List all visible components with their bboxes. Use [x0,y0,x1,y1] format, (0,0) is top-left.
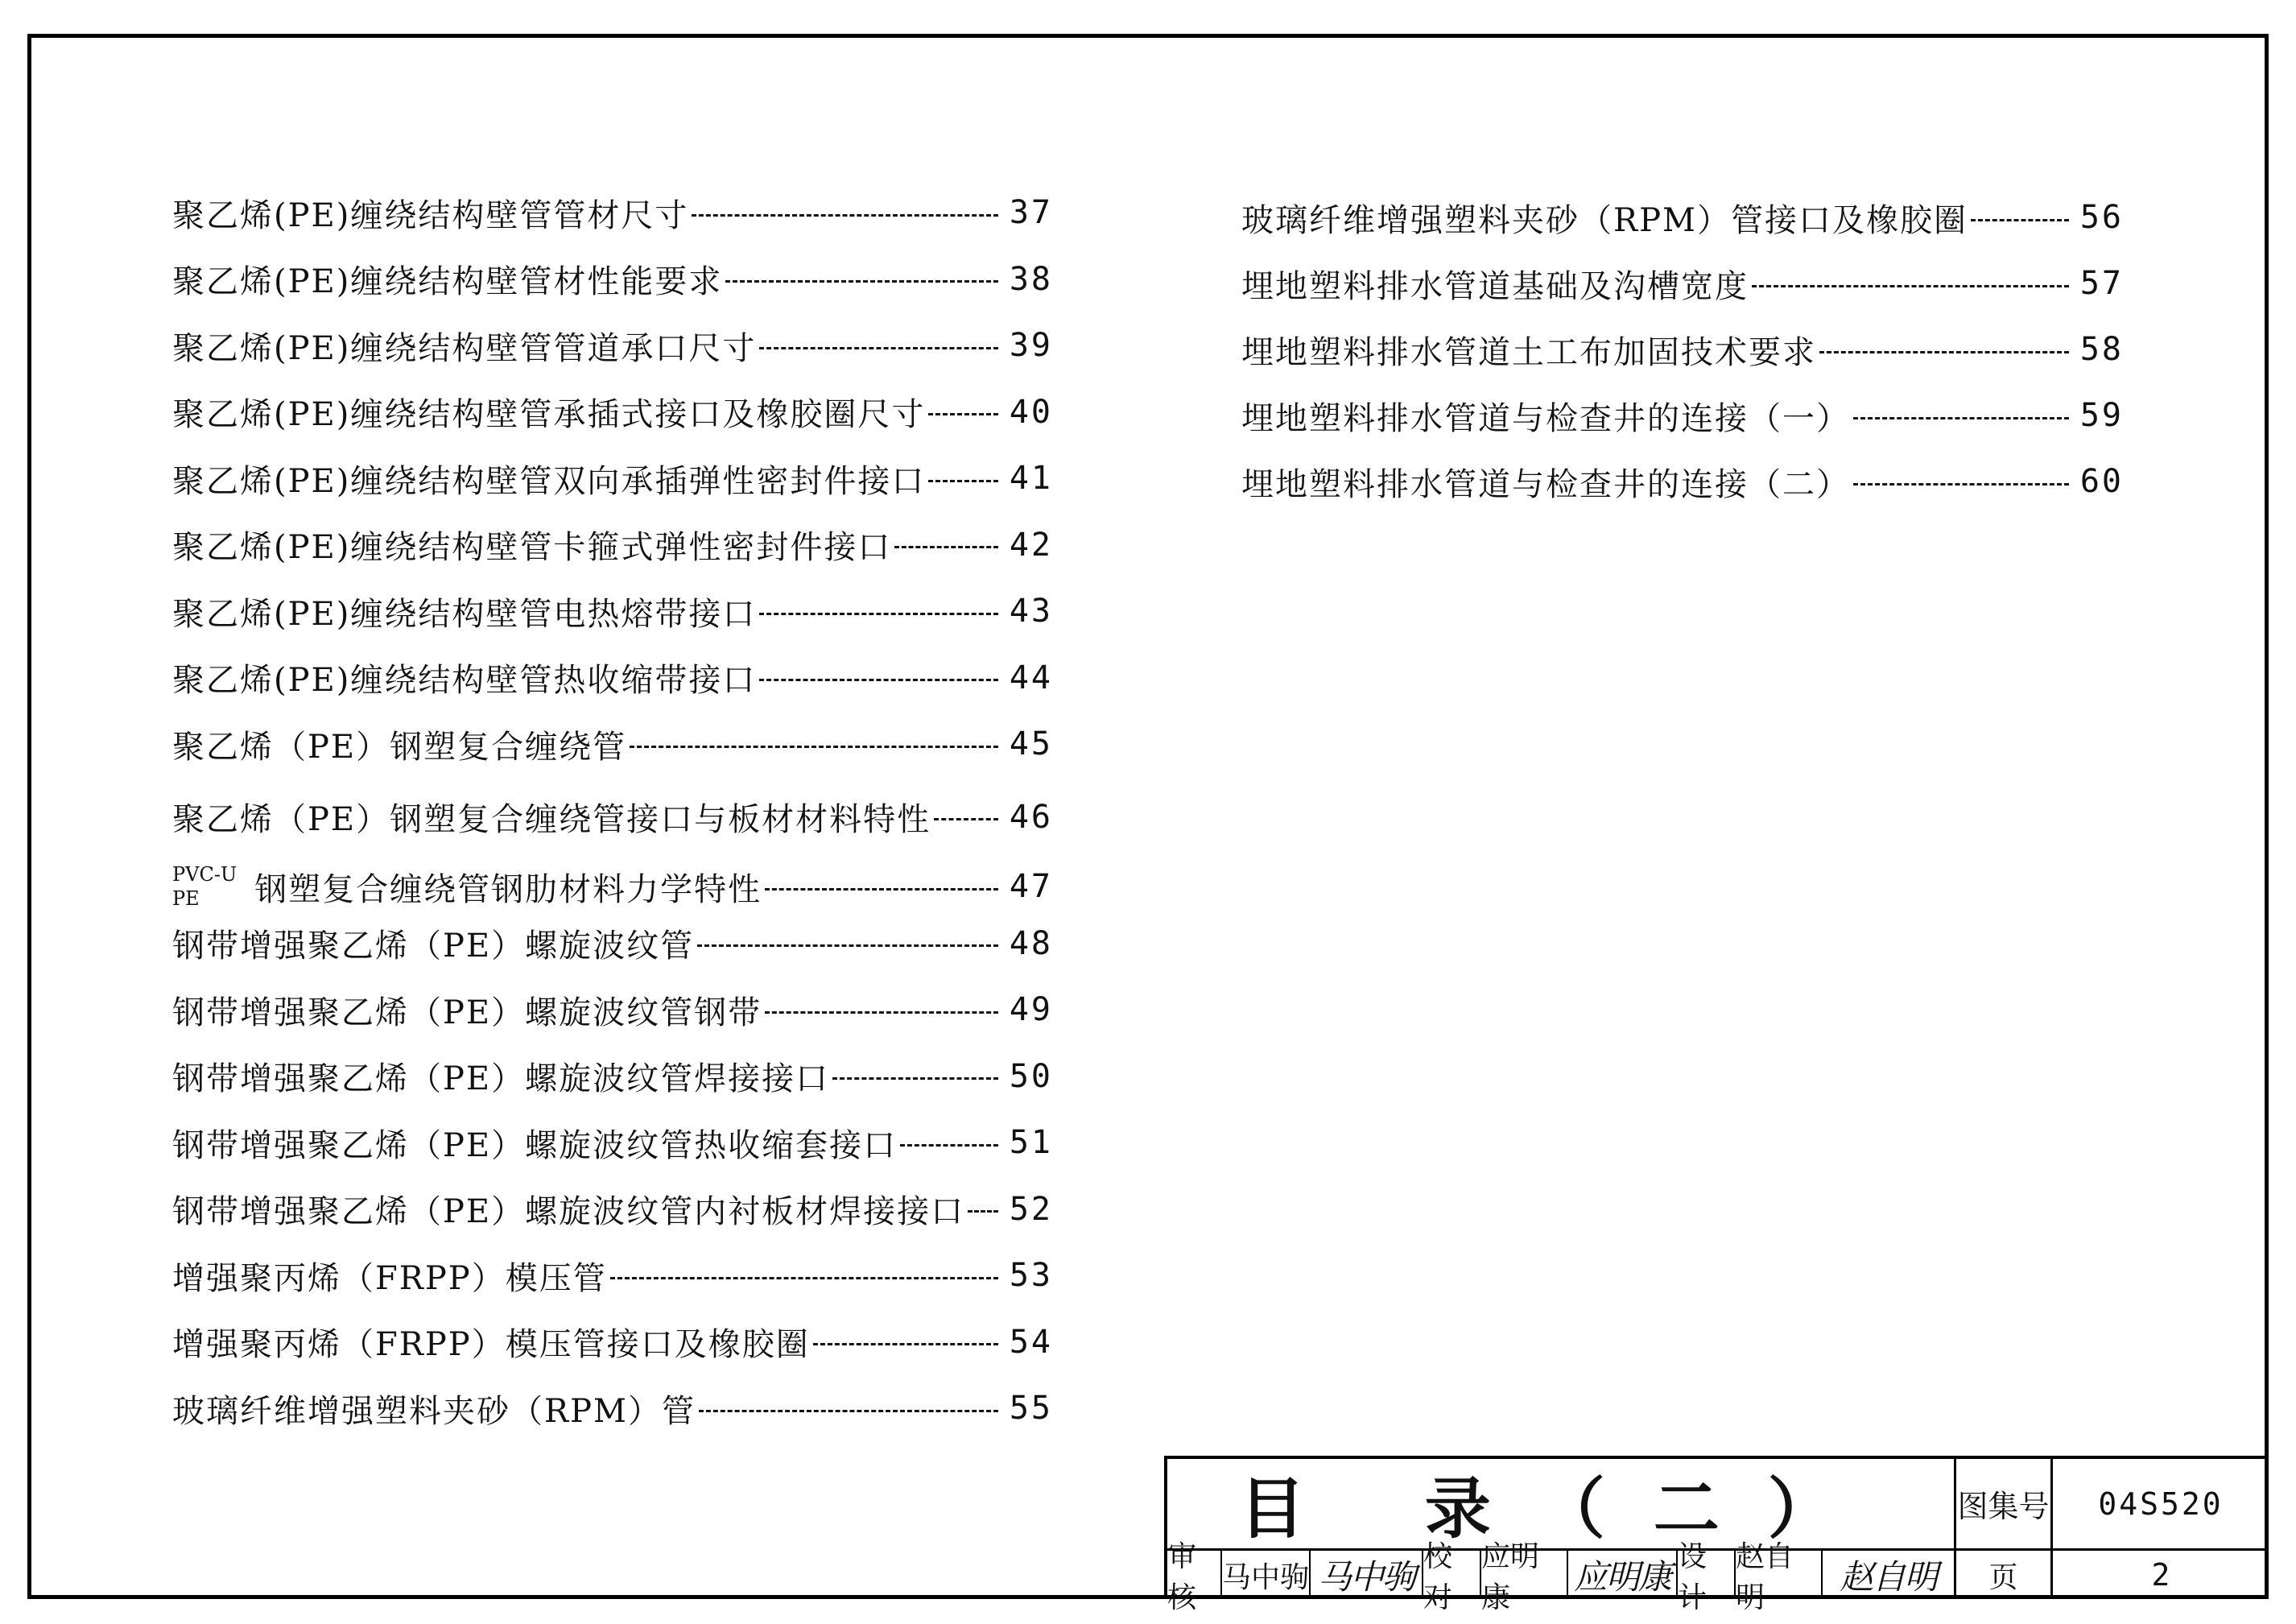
atlas-number-label: 图集号 [1956,1459,2053,1551]
toc-entry-page: 59 [2079,397,2124,434]
toc-entry [172,1118,1053,1167]
document-title: 目 录（二） [1167,1459,1956,1551]
page-number: 2 [2151,1557,2170,1593]
toc-entry-page: 55 [1009,1390,1053,1427]
toc-entry [172,1251,1053,1300]
toc-entry-page: 56 [2079,199,2124,236]
toc-entry-label: 聚乙烯（PE）钢塑复合缠绕管 [172,728,627,766]
toc-entry-page: 60 [2079,463,2124,500]
toc-entry-page: 54 [1009,1323,1053,1361]
toc-entry-leader [759,613,998,615]
toc-entry [172,1384,1053,1432]
toc-entry [172,1052,1053,1101]
toc-entry-leader [894,546,998,548]
toc-entry [172,255,1053,304]
toc-entry-label: 钢带增强聚乙烯（PE）螺旋波纹管焊接接口 [172,1060,830,1097]
toc-entry-label: 钢带增强聚乙烯（PE）螺旋波纹管钢带 [172,994,762,1031]
toc-entry-page: 53 [1009,1257,1053,1294]
toc-entry [1241,259,2124,308]
toc-entry-page: 40 [1009,393,1053,431]
toc-entry-label: 埋地塑料排水管道与检查井的连接（二） [1241,465,1850,503]
toc-entry [1241,325,2124,374]
toc-entry-leader [928,413,998,415]
toc-entry-prefix [172,862,237,911]
toc-entry-label: 玻璃纤维增强塑料夹砂（RPM）管接口及橡胶圈 [1241,201,1968,239]
toc-entry-label: 钢塑复合缠绕管钢肋材料力学特性 [254,870,762,908]
toc-entry-leader [610,1277,998,1279]
toc-entry-label: 聚乙烯(PE)缠绕结构壁管材性能要求 [172,263,723,300]
toc-entry-page: 37 [1009,194,1053,231]
toc-entry [172,587,1053,635]
toc-entry-page: 51 [1009,1124,1053,1161]
toc-entry [172,1318,1053,1366]
toc-entry-label: 聚乙烯(PE)缠绕结构壁管管道承口尺寸 [172,329,757,367]
toc-entry-label: 聚乙烯（PE）钢塑复合缠绕管接口与板材材料特性 [172,801,931,838]
toc-entry-page: 42 [1009,526,1053,564]
toc-entry-page: 43 [1009,593,1053,630]
toc-entry-leader [934,818,998,820]
toc-entry [172,454,1053,502]
toc-entry [172,986,1053,1034]
toc-entry-page: 57 [2079,265,2124,302]
toc-entry-page: 38 [1009,260,1053,298]
toc-entry-page: 47 [1009,868,1053,905]
toc-entry [172,793,1053,841]
toc-entry-page: 50 [1009,1057,1053,1095]
toc-entry-page: 48 [1009,924,1053,962]
toc-entry-label: 聚乙烯(PE)缠绕结构壁管热收缩带接口 [172,662,757,699]
designer-name: 赵自明 [1736,1551,1823,1599]
toc-entry-page: 41 [1009,460,1053,497]
toc-entry-label: 埋地塑料排水管道基础及沟槽宽度 [1241,267,1749,305]
toc-entry-leader [1752,285,2069,287]
toc-entry-page: 44 [1009,659,1053,696]
toc-entry-label: 钢带增强聚乙烯（PE）螺旋波纹管热收缩套接口 [172,1126,898,1164]
toc-entry [1241,193,2124,242]
toc-entry [172,521,1053,569]
reviewer-name: 马中驹 [1222,1551,1311,1599]
toc-entry-leader [813,1343,998,1345]
toc-entry-page: 49 [1009,991,1053,1028]
review-label: 审核 [1167,1551,1222,1599]
toc-entry-leader [968,1210,998,1213]
toc-entry-leader [697,944,998,947]
toc-entry-label: 聚乙烯(PE)缠绕结构壁管承插式接口及橡胶圈尺寸 [172,396,926,433]
toc-entry-leader [928,480,998,482]
toc-entry [172,654,1053,702]
toc-entry-label: 聚乙烯(PE)缠绕结构壁管管材尺寸 [172,196,689,234]
atlas-number: 04S520 [2053,1459,2269,1551]
designer-signature: 赵自明 [1823,1551,1956,1599]
toc-entry-page: 45 [1009,725,1053,762]
toc-entry-leader [630,746,998,748]
toc-entry [172,919,1053,968]
toc-entry-leader [900,1144,998,1147]
toc-entry-label: 聚乙烯(PE)缠绕结构壁管电热熔带接口 [172,595,757,633]
toc-entry-leader [765,1011,998,1014]
toc-entry-label: 聚乙烯(PE)缠绕结构壁管双向承插弹性密封件接口 [172,462,926,500]
toc-entry-leader [1971,219,2069,221]
toc-entry [1241,457,2124,506]
toc-entry-label: 聚乙烯(PE)缠绕结构壁管卡箍式弹性密封件接口 [172,529,892,566]
toc-entry-leader [1853,417,2069,419]
toc-entry-label: 增强聚丙烯（FRPP）模压管 [172,1259,607,1297]
toc-entry [172,862,1053,911]
page-label: 页 [1956,1551,2053,1599]
design-label: 设计 [1678,1551,1736,1599]
toc-entry-leader [832,1077,998,1080]
toc-entry-label: 埋地塑料排水管道土工布加固技术要求 [1241,333,1816,371]
toc-entry-label: 增强聚丙烯（FRPP）模压管接口及橡胶圈 [172,1326,810,1363]
toc-entry-page: 52 [1009,1190,1053,1228]
toc-entry-prefix-line: PE [172,887,200,910]
checker-name: 应明康 [1481,1551,1568,1599]
toc-entry-leader [699,1410,998,1412]
reviewer-signature: 马中驹 [1311,1551,1423,1599]
toc-entry [172,188,1053,237]
toc-entry-leader [1853,483,2069,486]
toc-entry-label: 埋地塑料排水管道与检查井的连接（一） [1241,399,1850,437]
toc-entry-leader [1819,351,2069,353]
toc-entry-leader [759,679,998,681]
toc-entry-leader [725,280,998,283]
toc-entry-label: 玻璃纤维增强塑料夹砂（RPM）管 [172,1392,696,1430]
toc-entry-label: 钢带增强聚乙烯（PE）螺旋波纹管内衬板材焊接接口 [172,1193,965,1230]
toc-entry-page: 46 [1009,798,1053,836]
toc-entry-label: 钢带增强聚乙烯（PE）螺旋波纹管 [172,928,695,965]
toc-entry [1241,391,2124,440]
check-label: 校对 [1423,1551,1481,1599]
toc-entry-page: 58 [2079,331,2124,368]
toc-entry [172,720,1053,768]
toc-entry-prefix-line: PVC-U [172,863,237,886]
toc-entry [172,388,1053,436]
toc-entry [172,1185,1053,1233]
toc-entry-leader [692,214,998,217]
checker-signature: 应明康 [1568,1551,1678,1599]
toc-entry-page: 39 [1009,327,1053,364]
toc-entry-leader [759,347,998,349]
toc-entry [172,321,1053,370]
title-block [1164,1456,2269,1614]
toc-entry-leader [765,888,998,891]
